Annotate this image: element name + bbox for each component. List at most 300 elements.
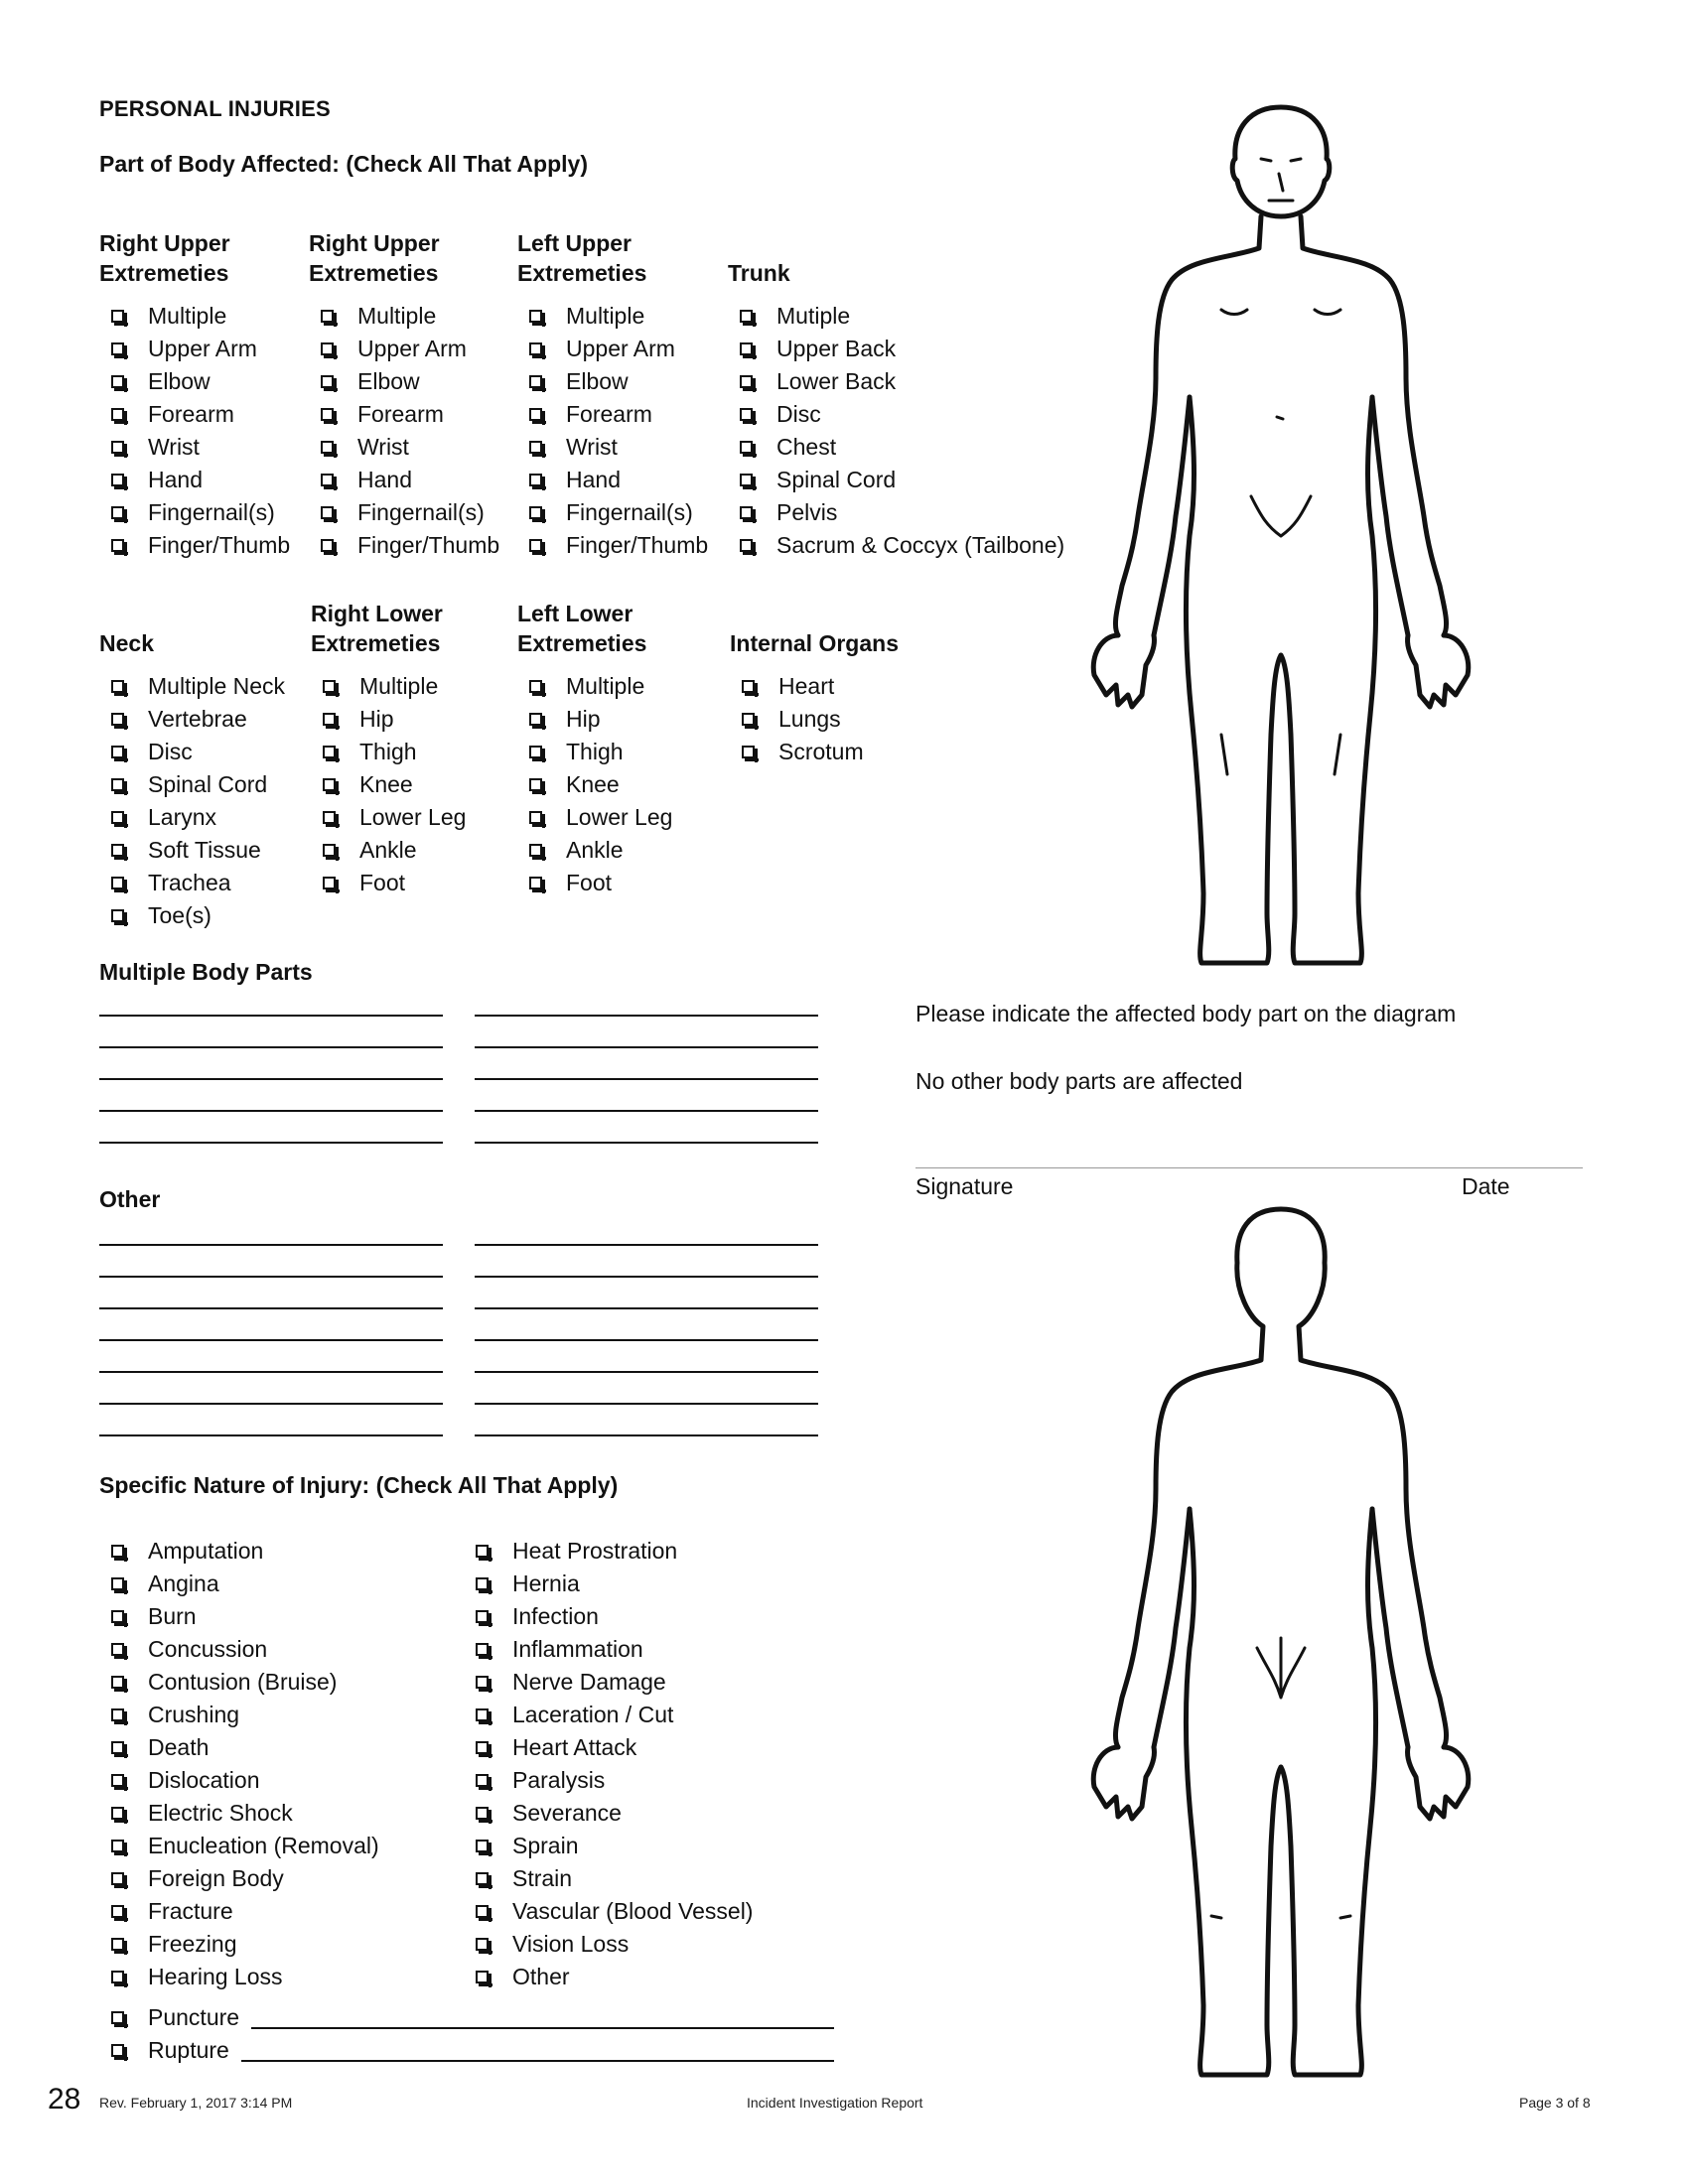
rupture-label: Rupture [148, 2037, 229, 2063]
checkbox-label: Heart Attack [512, 1734, 637, 1760]
checkbox[interactable] [323, 877, 336, 889]
checkbox[interactable] [529, 778, 542, 791]
checkbox-item[interactable] [728, 529, 1065, 562]
checkbox-item[interactable] [464, 1568, 753, 1600]
checkbox-label: Spinal Cord [148, 771, 268, 797]
checkbox-label: Spinal Cord [776, 467, 897, 492]
checkbox[interactable] [529, 474, 542, 486]
checkbox-label: Upper Arm [566, 336, 675, 361]
checkbox-label: Electric Shock [148, 1800, 293, 1826]
fill-in-line[interactable] [475, 1142, 818, 1144]
checkbox-item[interactable] [309, 464, 517, 496]
checkbox-item[interactable] [99, 398, 308, 431]
fill-in-line[interactable] [99, 1110, 443, 1112]
checkbox[interactable] [529, 539, 542, 552]
group-title: Left Upper Extremeties [517, 230, 647, 286]
group-title-text: Neck [99, 630, 154, 656]
fill-in-line[interactable] [475, 1078, 818, 1080]
checkbox-item[interactable] [99, 464, 308, 496]
checkbox-item[interactable] [99, 867, 308, 899]
checkbox-item[interactable] [99, 768, 308, 801]
checkbox[interactable] [111, 1708, 124, 1721]
checkbox[interactable] [529, 680, 542, 693]
fill-in-line[interactable] [99, 1339, 443, 1341]
checkbox-label: Vision Loss [512, 1931, 630, 1957]
body-part-heading: Part of Body Affected: (Check All That Apply) [99, 151, 588, 177]
checkbox-item[interactable] [728, 431, 1065, 464]
checkbox[interactable] [740, 474, 753, 486]
puncture-rupture-list [99, 2001, 834, 2067]
checkbox-item[interactable] [99, 1764, 379, 1797]
checkbox[interactable] [111, 506, 124, 519]
fill-in-line[interactable] [475, 1015, 818, 1017]
checkbox-label: Lower Leg [359, 804, 467, 830]
checkbox-list [99, 300, 308, 562]
checkbox[interactable] [111, 310, 124, 323]
checkbox-label: Freezing [148, 1931, 237, 1957]
checkbox-label: Burn [148, 1603, 197, 1629]
checkbox[interactable] [111, 909, 124, 922]
fill-in-line[interactable] [475, 1110, 818, 1112]
checkbox-item[interactable] [309, 496, 517, 529]
checkbox-label: Forearm [566, 401, 652, 427]
checkbox[interactable] [740, 408, 753, 421]
fill-in-line[interactable] [475, 1434, 818, 1436]
checkbox-item[interactable] [99, 1600, 379, 1633]
checkbox[interactable] [740, 342, 753, 355]
checkbox-item[interactable] [309, 365, 517, 398]
checkbox-label: Multiple [148, 303, 227, 329]
checkbox-label: Foot [566, 870, 613, 895]
checkbox[interactable] [111, 1872, 124, 1885]
checkbox-label: Disc [148, 739, 193, 764]
checkbox-item[interactable] [517, 801, 726, 834]
checkbox[interactable] [740, 441, 753, 454]
group-title [730, 599, 988, 658]
checkbox-item[interactable] [311, 670, 519, 703]
checkbox[interactable] [111, 778, 124, 791]
rupture-line[interactable] [241, 2040, 834, 2062]
checkbox-item[interactable] [728, 464, 1065, 496]
checkbox-item[interactable] [99, 899, 308, 932]
checkbox-list [730, 670, 988, 768]
checkbox-label: Elbow [566, 368, 629, 394]
checkbox-label: Wrist [357, 434, 409, 460]
group-right-upper-2 [309, 228, 517, 562]
body-diagram-back[interactable] [1072, 1201, 1489, 2095]
checkbox-label: Hand [148, 467, 203, 492]
checkbox[interactable] [323, 844, 336, 857]
checkbox-item[interactable] [464, 1862, 753, 1895]
checkbox-item[interactable] [99, 1731, 379, 1764]
checkbox-label: Crushing [148, 1702, 240, 1727]
checkbox[interactable] [111, 1577, 124, 1590]
checkbox[interactable] [321, 310, 334, 323]
checkbox[interactable] [742, 746, 755, 758]
checkbox-label: Fingernail(s) [148, 499, 275, 525]
fill-in-line[interactable] [99, 1434, 443, 1436]
checkbox-label: Ankle [566, 837, 624, 863]
group-internal-organs [730, 599, 988, 768]
fill-in-line[interactable] [99, 1142, 443, 1144]
checkbox-label: Hip [566, 706, 601, 732]
checkbox-label: Multiple [566, 673, 645, 699]
checkbox-item[interactable] [464, 1633, 753, 1666]
checkbox[interactable] [529, 844, 542, 857]
page-number: 28 [48, 2083, 81, 2116]
checkbox-label: Upper Arm [357, 336, 467, 361]
checkbox[interactable] [321, 441, 334, 454]
checkbox[interactable] [323, 680, 336, 693]
checkbox[interactable] [111, 713, 124, 726]
checkbox[interactable] [740, 375, 753, 388]
checkbox[interactable] [529, 746, 542, 758]
checkbox-item[interactable] [309, 333, 517, 365]
fill-in-line[interactable] [475, 1046, 818, 1048]
checkbox-item[interactable] [464, 1830, 753, 1862]
checkbox-label: Lower Back [776, 368, 897, 394]
checkbox[interactable] [476, 1905, 489, 1918]
checkbox-item[interactable] [99, 1862, 379, 1895]
puncture-line[interactable] [251, 2007, 834, 2029]
checkbox-item[interactable] [311, 834, 519, 867]
checkbox-item[interactable] [309, 431, 517, 464]
checkbox-list [517, 670, 726, 899]
checkbox-list [728, 300, 1065, 562]
checkbox-item[interactable] [517, 768, 726, 801]
checkbox-item[interactable] [99, 300, 308, 333]
checkbox[interactable] [529, 375, 542, 388]
checkbox[interactable] [321, 539, 334, 552]
checkbox[interactable] [476, 1872, 489, 1885]
checkbox-label: Disc [776, 401, 821, 427]
checkbox-item[interactable] [464, 1731, 753, 1764]
checkbox-item[interactable] [517, 670, 726, 703]
checkbox[interactable] [323, 713, 336, 726]
checkbox-item[interactable] [99, 1895, 379, 1928]
checkbox-item[interactable] [517, 398, 726, 431]
checkbox-item[interactable] [517, 431, 726, 464]
checkbox-list [517, 300, 726, 562]
checkbox[interactable] [111, 1741, 124, 1754]
checkbox-item[interactable] [99, 1633, 379, 1666]
checkbox-label: Larynx [148, 804, 217, 830]
checkbox-label: Hernia [512, 1570, 580, 1596]
checkbox[interactable] [111, 1676, 124, 1689]
checkbox[interactable] [476, 1741, 489, 1754]
checkbox[interactable] [476, 1545, 489, 1558]
checkbox-item[interactable] [99, 670, 308, 703]
group-title [728, 228, 1065, 288]
checkbox-label: Severance [512, 1800, 622, 1826]
fill-in-line[interactable] [475, 1339, 818, 1341]
checkbox[interactable] [529, 310, 542, 323]
checkbox[interactable] [529, 441, 542, 454]
checkbox-item[interactable] [464, 1895, 753, 1928]
checkbox-item[interactable] [311, 867, 519, 899]
checkbox-item[interactable] [517, 703, 726, 736]
checkbox-item[interactable] [728, 398, 1065, 431]
checkbox-item[interactable] [99, 1830, 379, 1862]
checkbox-label: Paralysis [512, 1767, 606, 1793]
checkbox[interactable] [111, 877, 124, 889]
checkbox-label: Soft Tissue [148, 837, 261, 863]
checkbox[interactable] [529, 506, 542, 519]
fill-in-line[interactable] [475, 1403, 818, 1405]
checkbox[interactable] [529, 877, 542, 889]
checkbox[interactable] [111, 342, 124, 355]
checkbox[interactable] [111, 1840, 124, 1852]
checkbox[interactable] [323, 778, 336, 791]
checkbox-item[interactable] [99, 801, 308, 834]
checkbox-item[interactable] [99, 1699, 379, 1731]
rupture-row[interactable] [99, 2034, 834, 2067]
checkbox-item[interactable] [99, 1535, 379, 1568]
checkbox-item[interactable] [464, 1699, 753, 1731]
no-other-parts: No other body parts are affected [915, 1068, 1243, 1094]
fill-in-line[interactable] [475, 1371, 818, 1373]
group-left-lower [517, 599, 726, 899]
checkbox-label: Foreign Body [148, 1865, 284, 1891]
fill-in-line[interactable] [99, 1403, 443, 1405]
checkbox-label: Knee [566, 771, 620, 797]
checkbox-item[interactable] [517, 496, 726, 529]
group-title: Right Lower Extremeties [311, 601, 443, 656]
diagram-instruction: Please indicate the affected body part on the diagram [915, 1001, 1457, 1026]
checkbox[interactable] [111, 844, 124, 857]
nature-column-2 [464, 1535, 753, 1993]
nature-column-1 [99, 1535, 379, 1993]
checkbox[interactable] [111, 1643, 124, 1656]
checkbox-label: Forearm [357, 401, 444, 427]
checkbox-item[interactable] [99, 496, 308, 529]
checkbox[interactable] [476, 1676, 489, 1689]
checkbox-label: Ankle [359, 837, 417, 863]
checkbox[interactable] [111, 474, 124, 486]
checkbox-item[interactable] [517, 736, 726, 768]
checkbox[interactable] [529, 811, 542, 824]
checkbox-label: Trachea [148, 870, 231, 895]
checkbox[interactable] [111, 1807, 124, 1820]
checkbox-label: Fingernail(s) [566, 499, 693, 525]
other-heading: Other [99, 1186, 161, 1212]
checkbox[interactable] [476, 1610, 489, 1623]
checkbox-item[interactable] [311, 768, 519, 801]
group-title: Right Upper Extremeties [309, 230, 440, 286]
checkbox-item[interactable] [99, 703, 308, 736]
checkbox-label: Multiple [566, 303, 645, 329]
group-right-lower [311, 599, 519, 899]
checkbox-label: Multiple [357, 303, 437, 329]
checkbox-list [311, 670, 519, 899]
checkbox-item[interactable] [728, 496, 1065, 529]
checkbox-item[interactable] [99, 365, 308, 398]
checkbox[interactable] [111, 1774, 124, 1787]
checkbox[interactable] [111, 811, 124, 824]
checkbox-label: Multiple [359, 673, 439, 699]
checkbox[interactable] [323, 811, 336, 824]
checkbox[interactable] [740, 310, 753, 323]
checkbox-label: Upper Back [776, 336, 897, 361]
checkbox[interactable] [321, 342, 334, 355]
checkbox-item[interactable] [99, 1568, 379, 1600]
checkbox-item[interactable] [99, 1961, 379, 1993]
checkbox-list [309, 300, 517, 562]
checkbox[interactable] [476, 1577, 489, 1590]
checkbox[interactable] [111, 1938, 124, 1951]
checkbox[interactable] [321, 474, 334, 486]
checkbox-item[interactable] [464, 1961, 753, 1993]
checkbox-list [99, 670, 308, 932]
fill-in-line[interactable] [99, 1078, 443, 1080]
fill-in-line[interactable] [99, 1371, 443, 1373]
checkbox[interactable] [740, 506, 753, 519]
fill-in-line[interactable] [475, 1244, 818, 1246]
checkbox[interactable] [111, 680, 124, 693]
checkbox-item[interactable] [99, 529, 308, 562]
checkbox[interactable] [321, 506, 334, 519]
checkbox-item[interactable] [309, 300, 517, 333]
checkbox-item[interactable] [99, 1928, 379, 1961]
checkbox[interactable] [111, 375, 124, 388]
checkbox-item[interactable] [99, 736, 308, 768]
checkbox-item[interactable] [309, 398, 517, 431]
fill-in-line[interactable] [475, 1307, 818, 1309]
group-title: Right Upper Extremeties [99, 230, 230, 286]
checkbox-item[interactable] [99, 333, 308, 365]
checkbox[interactable] [529, 342, 542, 355]
checkbox[interactable] [111, 746, 124, 758]
checkbox-label: Dislocation [148, 1767, 260, 1793]
checkbox-item[interactable] [517, 464, 726, 496]
checkbox-label: Wrist [566, 434, 618, 460]
checkbox-label: Hand [357, 467, 412, 492]
checkbox-label: Toe(s) [148, 902, 211, 928]
multiple-body-parts-heading: Multiple Body Parts [99, 959, 313, 985]
checkbox-item[interactable] [464, 1666, 753, 1699]
checkbox[interactable] [476, 1774, 489, 1787]
checkbox[interactable] [111, 408, 124, 421]
checkbox[interactable] [529, 408, 542, 421]
checkbox[interactable] [111, 539, 124, 552]
checkbox-item[interactable] [99, 1666, 379, 1699]
puncture-row[interactable] [99, 2001, 834, 2034]
checkbox-item[interactable] [517, 333, 726, 365]
checkbox-item[interactable] [311, 736, 519, 768]
checkbox[interactable] [529, 713, 542, 726]
fill-in-line[interactable] [99, 1244, 443, 1246]
checkbox[interactable] [476, 1708, 489, 1721]
checkbox-item[interactable] [464, 1600, 753, 1633]
checkbox[interactable] [476, 1643, 489, 1656]
checkbox-label: Contusion (Bruise) [148, 1669, 338, 1695]
checkbox[interactable] [111, 441, 124, 454]
checkbox[interactable] [111, 1905, 124, 1918]
fill-in-line[interactable] [99, 1276, 443, 1278]
checkbox[interactable] [111, 1610, 124, 1623]
checkbox-label: Elbow [357, 368, 420, 394]
checkbox[interactable] [321, 375, 334, 388]
checkbox[interactable] [111, 2011, 124, 2024]
checkbox[interactable] [476, 1971, 489, 1983]
checkbox[interactable] [323, 746, 336, 758]
checkbox-item[interactable] [517, 867, 726, 899]
body-diagram-front[interactable] [1072, 99, 1489, 983]
group-title: Left Lower Extremeties [517, 601, 647, 656]
checkbox[interactable] [321, 408, 334, 421]
checkbox-item[interactable] [99, 431, 308, 464]
checkbox-label: Finger/Thumb [148, 532, 291, 558]
checkbox-label: Sacrum & Coccyx (Tailbone) [776, 532, 1065, 558]
checkbox[interactable] [742, 680, 755, 693]
nature-heading: Specific Nature of Injury: (Check All That Apply) [99, 1472, 619, 1498]
checkbox-item[interactable] [728, 300, 1065, 333]
checkbox-item[interactable] [517, 300, 726, 333]
checkbox-item[interactable] [464, 1764, 753, 1797]
checkbox-item[interactable] [730, 736, 988, 768]
fill-in-line[interactable] [99, 1015, 443, 1017]
checkbox-item[interactable] [517, 365, 726, 398]
checkbox[interactable] [111, 1545, 124, 1558]
checkbox-item[interactable] [730, 670, 988, 703]
checkbox-label: Lungs [778, 706, 841, 732]
checkbox-item[interactable] [309, 529, 517, 562]
checkbox-label: Infection [512, 1603, 599, 1629]
checkbox[interactable] [742, 713, 755, 726]
checkbox-label: Finger/Thumb [357, 532, 500, 558]
checkbox-label: Vascular (Blood Vessel) [512, 1898, 754, 1924]
checkbox-item[interactable] [517, 529, 726, 562]
checkbox-item[interactable] [730, 703, 988, 736]
checkbox-item[interactable] [464, 1928, 753, 1961]
checkbox-item[interactable] [464, 1797, 753, 1830]
checkbox[interactable] [111, 2044, 124, 2057]
fill-in-line[interactable] [475, 1276, 818, 1278]
fill-in-line[interactable] [99, 1046, 443, 1048]
checkbox-item[interactable] [99, 1797, 379, 1830]
checkbox-label: Hip [359, 706, 394, 732]
page-of: Page 3 of 8 [1519, 2095, 1591, 2111]
checkbox-label: Elbow [148, 368, 211, 394]
group-title-text: Internal Organs [730, 630, 899, 656]
checkbox[interactable] [740, 539, 753, 552]
checkbox-item[interactable] [728, 365, 1065, 398]
checkbox-label: Enucleation (Removal) [148, 1833, 379, 1858]
group-left-upper [517, 228, 726, 562]
checkbox-label: Hand [566, 467, 621, 492]
checkbox-label: Inflammation [512, 1636, 643, 1662]
checkbox[interactable] [476, 1807, 489, 1820]
checkbox-label: Laceration / Cut [512, 1702, 674, 1727]
checkbox-item[interactable] [311, 703, 519, 736]
checkbox-label: Sprain [512, 1833, 579, 1858]
fill-in-line[interactable] [99, 1307, 443, 1309]
checkbox-item[interactable] [464, 1535, 753, 1568]
checkbox-item[interactable] [311, 801, 519, 834]
checkbox-item[interactable] [99, 834, 308, 867]
checkbox-label: Vertebrae [148, 706, 247, 732]
signature-line[interactable] [915, 1167, 1583, 1168]
checkbox-label: Amputation [148, 1538, 264, 1564]
checkbox-item[interactable] [728, 333, 1065, 365]
checkbox-label: Forearm [148, 401, 234, 427]
checkbox[interactable] [476, 1840, 489, 1852]
checkbox-item[interactable] [517, 834, 726, 867]
checkbox[interactable] [111, 1971, 124, 1983]
section-title: PERSONAL INJURIES [99, 96, 331, 121]
revision-text: Rev. February 1, 2017 3:14 PM [99, 2095, 293, 2111]
checkbox[interactable] [476, 1938, 489, 1951]
